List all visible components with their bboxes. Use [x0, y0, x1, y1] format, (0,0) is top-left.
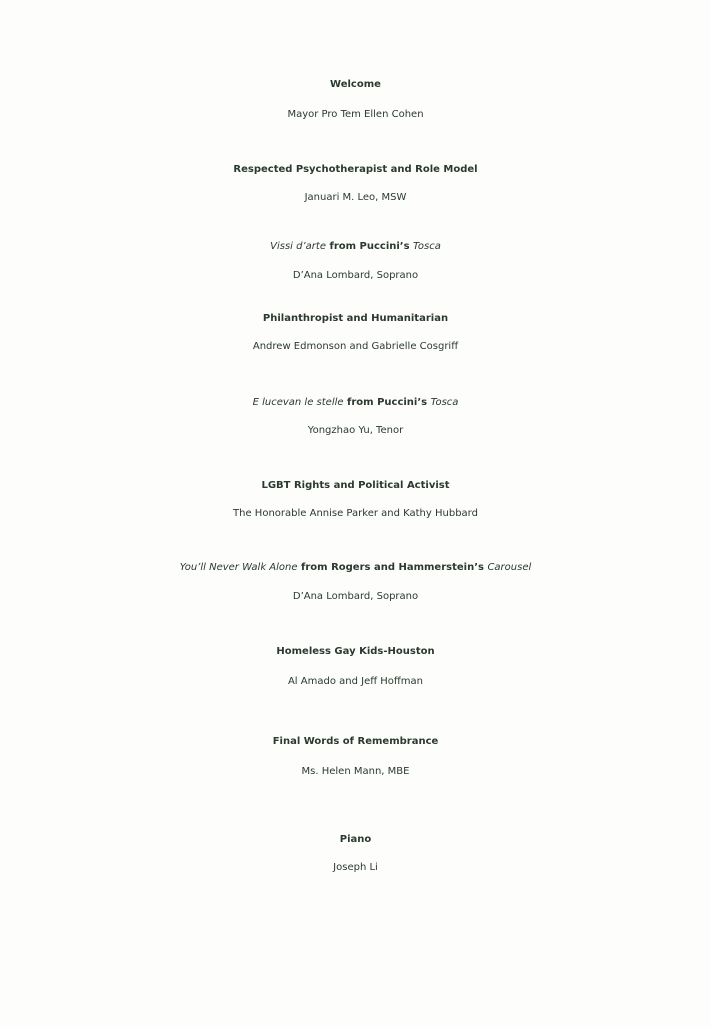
title-part: Piano [339, 834, 372, 845]
title-part: from Puccini’s [343, 397, 431, 408]
program-item-name: Andrew Edmonson and Gabrielle Cosgriff [252, 341, 459, 352]
program-item-name: Ms. Helen Mann, MBE [301, 766, 410, 777]
program-item-name: Yongzhao Yu, Tenor [307, 425, 404, 436]
title-part: Homeless Gay Kids-Houston [276, 646, 435, 657]
title-part-italic: Tosca [430, 397, 459, 408]
program-item-name: Januari M. Leo, MSW [304, 192, 407, 203]
program-item-title [0, 557, 711, 579]
program-item-name: D’Ana Lombard, Soprano [292, 270, 419, 281]
title-part: Respected Psychotherapist and Role Model [233, 164, 478, 175]
program-item-title [0, 392, 711, 414]
title-part: Welcome [330, 79, 381, 90]
program-item-title [0, 641, 711, 663]
program-item-name: D’Ana Lombard, Soprano [292, 591, 419, 602]
program-item-title [0, 731, 711, 753]
program-item-title [0, 475, 711, 497]
title-part-italic: Carousel [487, 562, 532, 573]
program-item-title [0, 829, 711, 851]
program-item-title [0, 159, 711, 181]
title-part: from Rogers and Hammerstein’s [297, 562, 488, 573]
title-part-italic: Vissi d’arte [270, 241, 326, 252]
title-part-italic: E lucevan le stelle [252, 397, 344, 408]
title-part: LGBT Rights and Political Activist [261, 480, 450, 491]
program-item-title [0, 308, 711, 330]
title-part-italic: You’ll Never Walk Alone [179, 562, 298, 573]
program-item-name: Mayor Pro Tem Ellen Cohen [287, 109, 424, 120]
title-part: Philanthropist and Humanitarian [262, 313, 449, 324]
title-part-italic: Tosca [413, 241, 441, 252]
program-item-title [0, 74, 711, 96]
program-item-name: Joseph Li [333, 862, 378, 873]
program-item-name: Al Amado and Jeff Hoffman [287, 676, 424, 687]
program-item-title [0, 236, 711, 258]
program-item-name: The Honorable Annise Parker and Kathy Hubbard [233, 508, 478, 519]
title-part: from Puccini’s [325, 241, 414, 252]
title-part: Final Words of Remembrance [272, 736, 439, 747]
